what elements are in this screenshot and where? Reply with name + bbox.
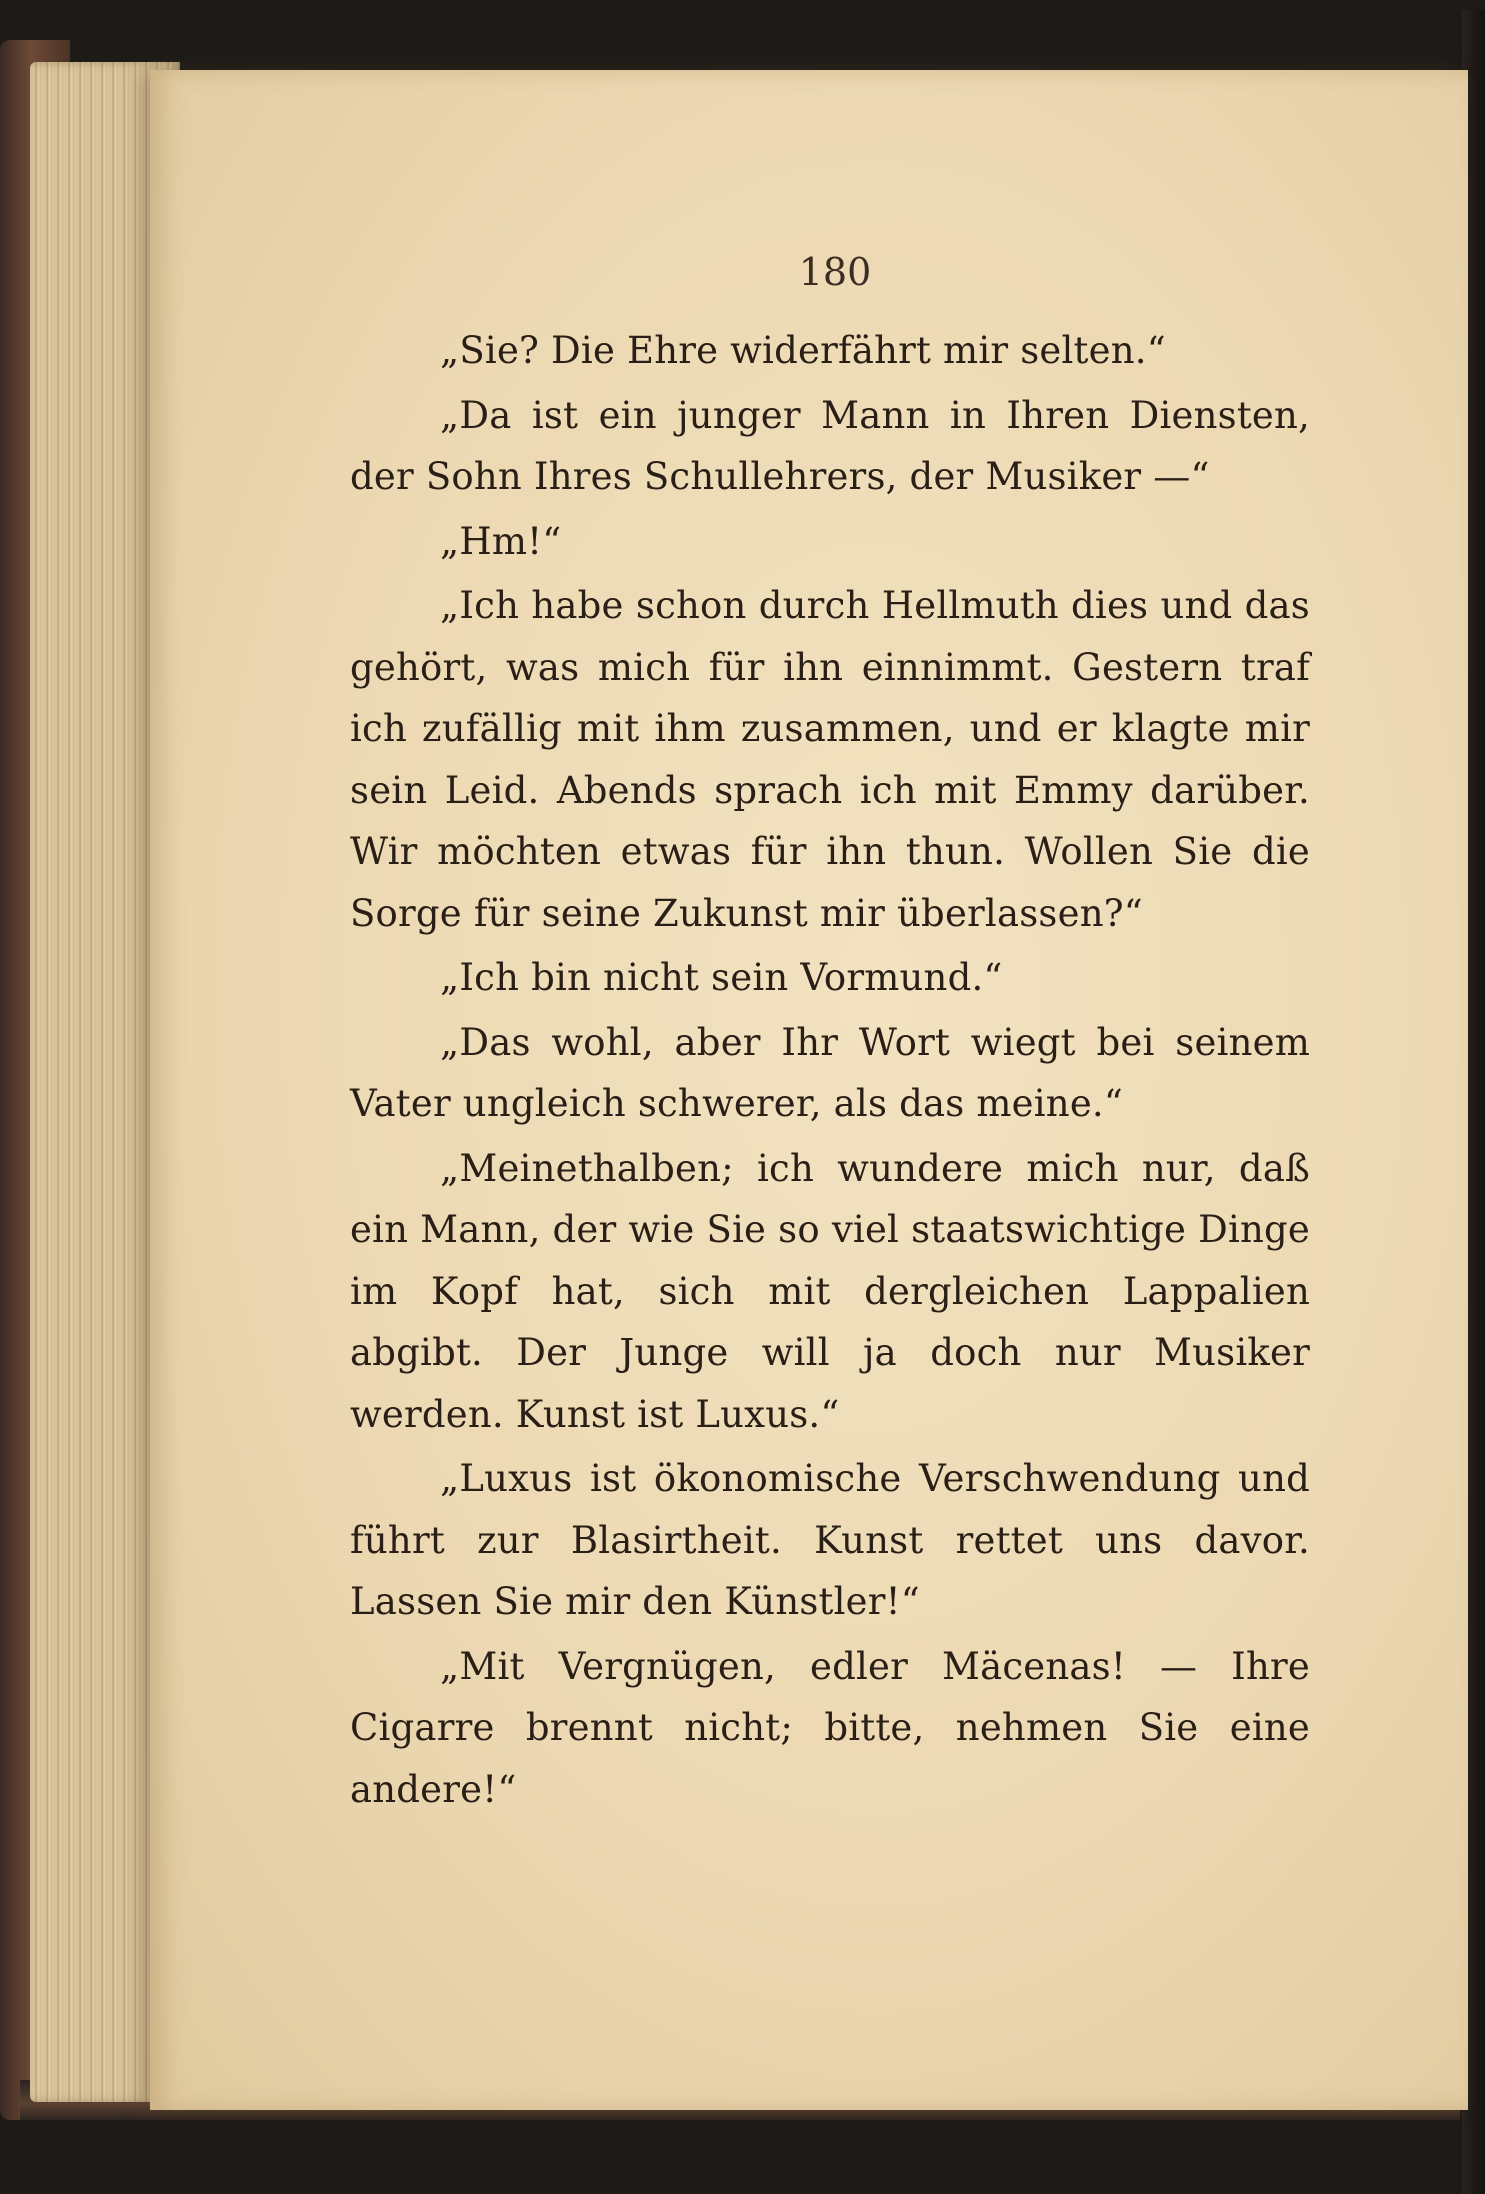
paragraph: „Das wohl, aber Ihr Wort wiegt bei seinem Vater ungleich schwerer, als das meine.“ [350,1020,1310,1125]
paragraph: „Meinethalben; ich wundere mich nur, daß ein Mann, der wie Sie so viel staatswichtige Dinge im Kopf hat, sich mit dergleichen Lappalien abgibt. Der Junge will ja doch nur Musiker werden. Kunst ist Luxus.“ [350,1146,1310,1436]
paragraph: „Sie? Die Ehre widerfährt mir selten.“ [440,329,1166,372]
paragraph: „Da ist ein junger Mann in Ihren Diensten, der Sohn Ihres Schullehrers, der Musiker —“ [350,393,1310,498]
paragraph: „Luxus ist ökonomische Verschwendung und führt zur Blasirtheit. Kunst rettet uns davor. Lassen Sie mir den Künstler!“ [350,1457,1310,1623]
paragraph: „Ich bin nicht sein Vormund.“ [440,956,1003,999]
paragraph: „Hm!“ [440,519,562,563]
paragraph: „Ich habe schon durch Hellmuth dies und das gehört, was mich für ihn einnimmt. Gestern traf ich zufällig mit ihm zusammen, und er klagte mir sein Leid. Abends sprach ich mit Emmy darüber. Wir möchten etwas für ihn thun. Wollen Sie die Sorge für seine Zukunst mir überlassen?“ [350,584,1310,935]
page-text [350,320,1310,1823]
page-number: 180 [798,250,872,294]
paragraph: „Mit Vergnügen, edler Mäcenas! — Ihre Cigarre brennt nicht; bitte, nehmen Sie eine andere!“ [350,1644,1310,1811]
